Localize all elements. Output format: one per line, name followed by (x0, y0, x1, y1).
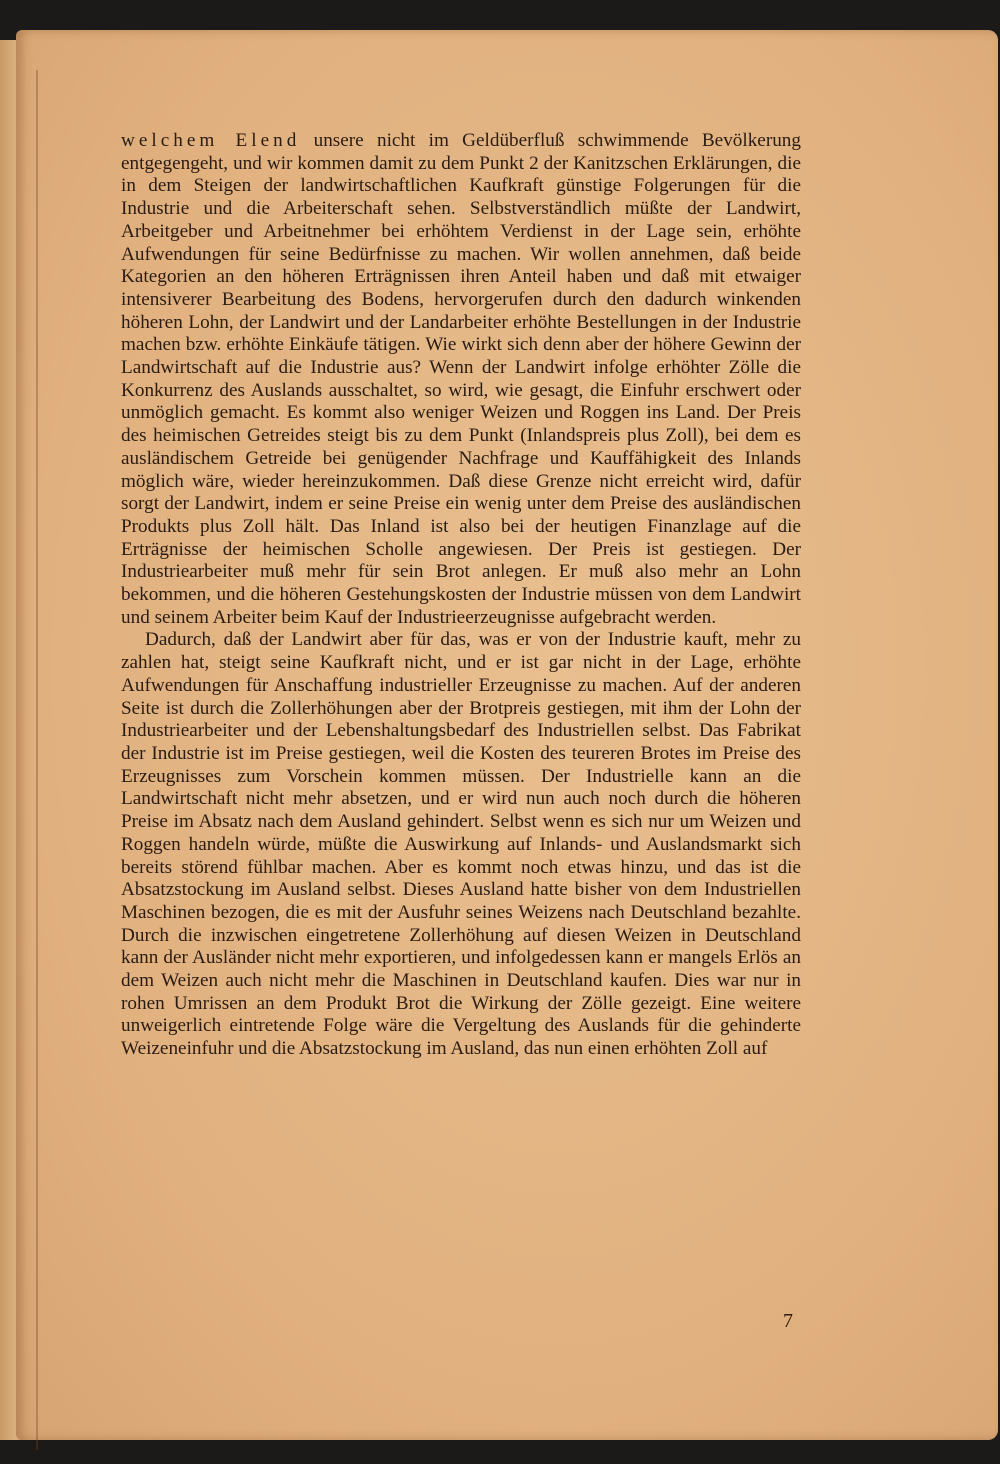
paragraph-1-lead: welchem Elend (121, 130, 301, 151)
page-number: 7 (783, 1310, 793, 1332)
paragraph-2: Dadurch, daß der Landwirt aber für das, was er von der Industrie kauft, mehr zu zahlen hat, steigt seine Kaufkraft nicht, und er ist gar nicht in der Lage, erhöhte Aufwendungen für Anschaffung industrieller Erzeugnisse zu machen. Auf der anderen Seite ist durch die Zollerhöhungen aber der Brotpreis gestiegen, mit ihm der Lohn der Industriearbeiter und der Lebenshaltungsbedarf des Industriellen selbst. Das Fabrikat der Industrie ist im Preise gestiegen, weil die Kosten des teureren Brotes im Preise des Erzeugnisses zum Vorschein kommen müssen. Der Industrielle kann an die Landwirtschaft nicht mehr absetzen, und er wird nun auch noch durch die höheren Preise im Absatz nach dem Ausland gehindert. Selbst wenn es sich nur um Weizen und Roggen handeln würde, müßte die Auswirkung auf Inlands- und Auslandsmarkt sich bereits störend fühlbar machen. Aber es kommt noch etwas hinzu, und das ist die Absatzstockung im Ausland selbst. Dieses Ausland hatte bisher von dem Industriellen Maschinen bezogen, die es mit der Ausfuhr seines Weizens nach Deutschland bezahlte. Durch die inzwischen eingetretene Zollerhöhung auf diesen Weizen in Deutschland kann der Ausländer nicht mehr exportieren, und infolgedessen kann er mangels Erlös an dem Weizen auch nicht mehr die Maschinen in Deutschland kaufen. Dies war nur in rohen Umrissen an dem Produkt Brot die Wirkung der Zölle gezeigt. Eine weitere unweigerlich eintretende Folge wäre die Vergeltung des Auslands für die gehinderte Weizeneinfuhr und die Absatzstockung im Ausland, das nun einen erhöhten Zoll auf (121, 629, 801, 1060)
page-text (121, 130, 801, 1061)
paragraph-1 (121, 130, 801, 629)
paragraph-1-body: unsere nicht im Geldüberfluß schwimmende Bevölkerung entgegengeht, und wir kommen damit zu dem Punkt 2 der Kanitzschen Erklärungen, die in dem Steigen der landwirtschaftlichen Kaufkraft günstige Folgerungen für die Industrie und die Arbeiterschaft sehen. Selbstverständlich müßte der Landwirt, Arbeitgeber und Arbeitnehmer bei erhöhtem Verdienst in der Lage sein, erhöhte Aufwendungen für seine Bedürfnisse zu machen. Wir wollen annehmen, daß beide Kategorien an den höheren Erträgnissen ihren Anteil haben und daß mit etwaiger intensiverer Bearbeitung des Bodens, hervorgerufen durch den dadurch winkenden höheren Lohn, der Landwirt und der Landarbeiter erhöhte Bestellungen in der Industrie machen bzw. erhöhte Einkäufe tätigen. Wie wirkt sich denn aber der höhere Gewinn der Landwirtschaft auf die Industrie aus? Wenn der Landwirt infolge erhöhter Zölle die Konkurrenz des Auslands ausschaltet, so wird, wie gesagt, die Einfuhr erschwert oder unmöglich gemacht. Es kommt also weniger Weizen und Roggen ins Land. Der Preis des heimischen Getreides steigt bis zu dem Punkt (Inlandspreis plus Zoll), bei dem es ausländischem Getreide bei genügender Nachfrage und Kauffähigkeit des Inlands möglich wäre, wieder hereinzukommen. Daß diese Grenze nicht erreicht wird, dafür sorgt der Landwirt, indem er seine Preise ein wenig unter dem Preise des ausländischen Produkts plus Zoll hält. Das Inland ist also bei der heutigen Finanzlage auf die Erträgnisse der heimischen Scholle angewiesen. Der Preis ist gestiegen. Der Industriearbeiter muß mehr für sein Brot anlegen. Er muß also mehr an Lohn bekommen, und die höheren Gestehungskosten der Industrie müssen von dem Landwirt und seinem Arbeiter beim Kauf der Industrieerzeugnisse aufgebracht werden. (121, 130, 801, 628)
page-gutter (36, 70, 38, 1450)
